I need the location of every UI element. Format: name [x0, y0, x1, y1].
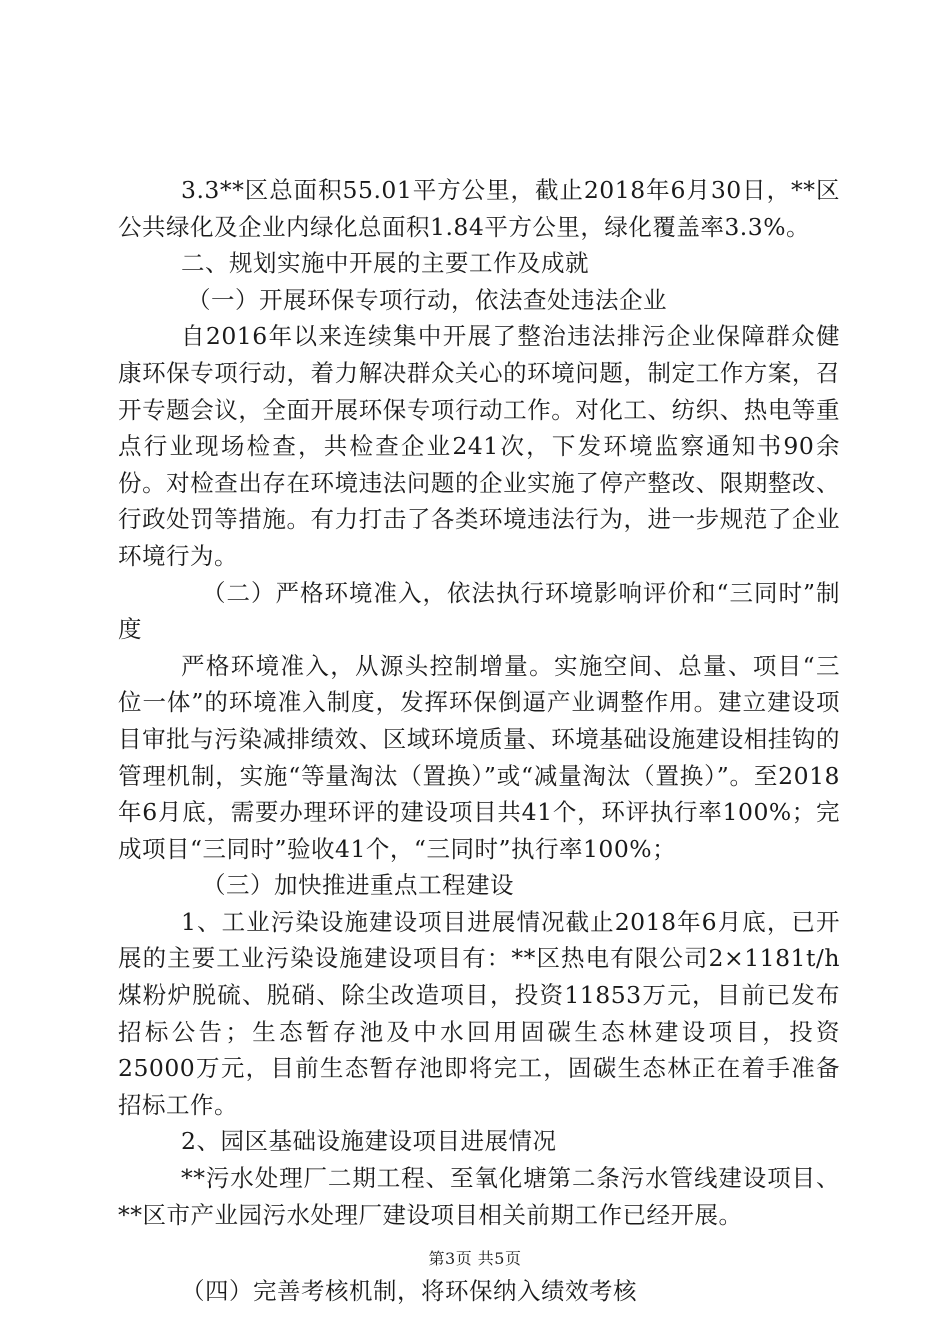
- paragraph-green-coverage: 3.3**区总面积55.01平方公里，截止2018年6月30日，**区公共绿化及企业内绿化总面积1.84平方公里，绿化覆盖率3.3%。: [118, 176, 840, 241]
- document-body: [118, 172, 840, 1310]
- paragraph-environment-access: 严格环境准入，从源头控制增量。实施空间、总量、项目“三位一体”的环境准入制度，发挥环保倒逼产业调整作用。建立建设项目审批与污染减排绩效、区域环境质量、环境基础设施建设相挂钩的管理机制，实施“等量淘汰（置换）”或“减量淘汰（置换）”。至2018年6月底，需要办理环评的建设项目共41个，环评执行率100%；完成项目“三同时”验收41个，“三同时”执行率100%；: [118, 651, 840, 863]
- subheading-environment-access: （二）严格环境准入，依法执行环境影响评价和“三同时”制度: [118, 578, 840, 644]
- page-footer: [0, 1246, 950, 1269]
- subheading-assessment: （四）完善考核机制，将环保纳入绩效考核: [181, 1277, 637, 1306]
- paragraph-infrastructure-title: 2、园区基础设施建设项目进展情况: [181, 1127, 557, 1156]
- subheading-key-projects: （三）加快推进重点工程建设: [202, 871, 514, 900]
- section-heading-main-work: 二、规划实施中开展的主要工作及成就: [181, 249, 589, 278]
- page-number: 第3页 共5页: [428, 1249, 522, 1268]
- paragraph-infrastructure-projects: **污水处理厂二期工程、至氧化塘第二条污水管线建设项目、**区市产业园污水处理厂建设项目相关前期工作已经开展。: [118, 1164, 840, 1229]
- subheading-special-action: （一）开展环保专项行动，依法查处违法企业: [187, 285, 667, 314]
- paragraph-special-action: 自2016年以来连续集中开展了整治违法排污企业保障群众健康环保专项行动，着力解决群众关心的环境问题，制定工作方案，召开专题会议，全面开展环保专项行动工作。对化工、纺织、热电等重点行业现场检查，共检查企业241次，下发环境监察通知书90余份。对检查出存在环境违法问题的企业实施了停产整改、限期整改、行政处罚等措施。有力打击了各类环境违法行为，进一步规范了企业环境行为。: [118, 322, 840, 570]
- paragraph-industrial-projects: 1、工业污染设施建设项目进展情况截止2018年6月底，已开展的主要工业污染设施建设项目有：**区热电有限公司2×1181t/h煤粉炉脱硫、脱硝、除尘改造项目，投资11853万元，目前已发布招标公告；生态暂存池及中水回用固碳生态林建设项目，投资25000万元，目前生态暂存池即将完工，固碳生态林正在着手准备招标工作。: [118, 907, 840, 1119]
